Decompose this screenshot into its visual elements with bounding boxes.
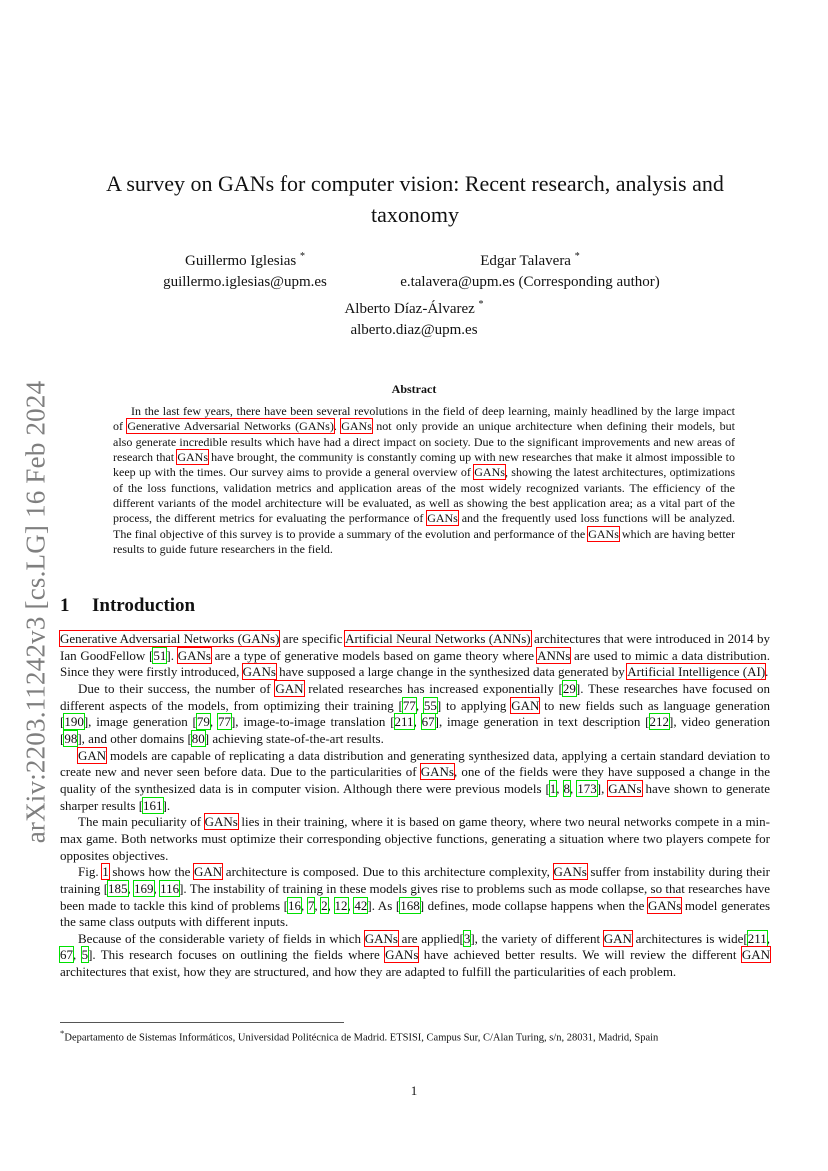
citation-link[interactable]: 29 bbox=[562, 680, 576, 696]
author-email[interactable]: e.talavera@upm.es (Corresponding author) bbox=[400, 274, 660, 290]
paragraph: Because of the considerable variety of fields in which GANs are applied[3], the variety of different GAN architectures is wide[211, 67, 5]. This research focuses on outlining the fields where GANs have achieved better results. We will review the different GAN architectures that exist, how they are structured, and how they are adapted to fulfill the particularities of each problem. bbox=[60, 930, 771, 980]
footnote-text: Departamento de Sistemas Informáticos, Universidad Politécnica de Madrid. ETSISI, Campus Sur, C/Alan Turing, s/n, 28031, Madrid, Spain bbox=[64, 1032, 659, 1044]
acronym-link[interactable]: GANs bbox=[341, 419, 372, 434]
citation-link[interactable]: 161 bbox=[143, 797, 163, 813]
acronym-link[interactable]: GAN bbox=[78, 747, 107, 763]
introduction-body bbox=[60, 631, 770, 981]
citation-link[interactable]: 77 bbox=[402, 697, 416, 713]
acronym-link[interactable]: GANs bbox=[385, 947, 419, 963]
page-number: 1 bbox=[410, 1083, 418, 1098]
arxiv-watermark: arXiv:2203.11242v3 [cs.LG] 16 Feb 2024 bbox=[20, 380, 51, 844]
citation-link[interactable]: 77 bbox=[217, 714, 231, 730]
citation-link[interactable]: 98 bbox=[64, 730, 78, 746]
footnote-rule bbox=[60, 1022, 344, 1023]
author-email[interactable]: guillermo.iglesias@upm.es bbox=[163, 274, 327, 290]
affiliation-mark: * bbox=[478, 299, 484, 310]
citation-link[interactable]: 190 bbox=[64, 714, 84, 730]
acronym-link[interactable]: GAN bbox=[603, 930, 632, 946]
acronym-link[interactable]: Artificial Neural Networks (ANNs) bbox=[345, 631, 531, 646]
acronym-link[interactable]: Generative Adversarial Networks (GANs) bbox=[60, 631, 280, 646]
footnote bbox=[60, 1026, 770, 1046]
affiliation-mark: * bbox=[574, 251, 580, 262]
citation-link[interactable]: 67 bbox=[421, 714, 435, 730]
acronym-link[interactable]: GAN bbox=[511, 697, 540, 713]
author-name: Edgar Talavera bbox=[480, 253, 571, 269]
affiliation-mark: * bbox=[299, 251, 305, 262]
citation-link[interactable]: 55 bbox=[423, 697, 437, 713]
acronym-link[interactable]: GAN bbox=[275, 680, 304, 696]
acronym-link[interactable]: GANs bbox=[204, 814, 238, 830]
citation-link[interactable]: 211 bbox=[394, 714, 414, 730]
author-name: Guillermo Iglesias bbox=[185, 253, 297, 269]
section-number: 1 bbox=[60, 595, 70, 616]
abstract-heading: Abstract bbox=[391, 382, 437, 396]
author-block-1 bbox=[130, 246, 360, 293]
citation-link[interactable]: 211 bbox=[747, 930, 767, 946]
acronym-link[interactable]: Artificial Intelligence (AI) bbox=[627, 664, 766, 680]
acronym-link[interactable]: GANs bbox=[553, 864, 587, 880]
citation-link[interactable]: 185 bbox=[108, 880, 128, 896]
citation-link[interactable]: 116 bbox=[160, 880, 180, 896]
author-block-3 bbox=[300, 294, 528, 341]
author-email[interactable]: alberto.diaz@upm.es bbox=[350, 322, 478, 338]
acronym-link[interactable]: Generative Adversarial Networks (GANs) bbox=[127, 419, 334, 434]
citation-link[interactable]: 12 bbox=[334, 897, 348, 913]
acronym-link[interactable]: GAN bbox=[741, 947, 771, 963]
citation-link[interactable]: 169 bbox=[134, 880, 154, 896]
citation-link[interactable]: 7 bbox=[307, 897, 315, 913]
paragraph: The main peculiarity of GANs lies in their training, where it is based on game theory, where two neural networks compete in a min-max game. Both networks must optimize their corresponding objective functions, generating a situation where two players compete for opposites objectives. bbox=[60, 814, 770, 863]
acronym-link[interactable]: 1 bbox=[102, 864, 109, 880]
citation-link[interactable]: 173 bbox=[577, 780, 597, 796]
abstract-text: In the last few years, there have been several revolutions in the field of deep learning, mainly headlined by the large impact of Generative Adversarial Networks (GANs). GANs not only provide an unique architecture when defining their models, but also generate incredible results which have had a direct impact on society. Due to the significant improvements and new areas of research that GANs have brought, the community is constantly coming up with new researches that make it almost impossible to keep up with the times. Our survey aims to provide a general overview of GANs, showing the latest architectures, optimizations of the loss functions, validation metrics and application areas of the most widely recognized variants. The efficiency of the different variants of the model architecture will be evaluated, as well as showing the best application area; as a vital part of the process, the different metrics for evaluating the performance of GANs and the frequently used loss functions will be analyzed. The final objective of this survey is to provide a summary of the evolution and performance of the GANs which are having better results to guide future researchers in the field. bbox=[113, 404, 736, 557]
acronym-link[interactable]: GANs bbox=[608, 780, 642, 796]
citation-link[interactable]: 80 bbox=[191, 730, 205, 746]
footnote-mark: * bbox=[60, 1028, 65, 1038]
citation-link[interactable]: 51 bbox=[153, 647, 167, 663]
acronym-link[interactable]: GANs bbox=[420, 764, 454, 780]
acronym-link[interactable]: GAN bbox=[194, 864, 223, 880]
acronym-link[interactable]: GANs bbox=[648, 897, 682, 913]
citation-link[interactable]: 79 bbox=[196, 714, 210, 730]
acronym-link[interactable]: ANNs bbox=[537, 647, 571, 663]
citation-link[interactable]: 67 bbox=[60, 947, 73, 963]
acronym-link[interactable]: GANs bbox=[177, 450, 208, 465]
citation-link[interactable]: 1 bbox=[549, 780, 557, 796]
paragraph: Due to their success, the number of GAN related researches has increased exponentially [29]. These researches have focused on different aspects of the models, from optimizing their training [77, 55] to applying GAN to new fields such as language generation [190], image generation [79, 77], image-to-image translation [211, 67], image generation in text description [212], video generation [98], and other domains [80] achieving state-of-the-art results. bbox=[60, 680, 771, 746]
citation-link[interactable]: 3 bbox=[463, 930, 471, 946]
acronym-link[interactable]: GANs bbox=[588, 526, 619, 541]
citation-link[interactable]: 168 bbox=[400, 897, 420, 913]
citation-link[interactable]: 42 bbox=[354, 897, 368, 913]
acronym-link[interactable]: GANs bbox=[474, 465, 505, 480]
citation-link[interactable]: 16 bbox=[287, 897, 301, 913]
citation-link[interactable]: 5 bbox=[81, 947, 89, 963]
author-block-2 bbox=[365, 246, 695, 293]
acronym-link[interactable]: GANs bbox=[364, 930, 398, 946]
paragraph: Generative Adversarial Networks (GANs) are specific Artificial Neural Networks (ANNs) architectures that were introduced in 2014 by Ian GoodFellow [51]. GANs are a type of generative models based on game theory where ANNs are used to mimic a data distribution. Since they were firstly introduced, GANs have supposed a large change in the synthesized data generated by Artificial Intelligence (AI). bbox=[60, 631, 771, 680]
citation-link[interactable]: 8 bbox=[563, 780, 571, 796]
acronym-link[interactable]: GANs bbox=[242, 664, 276, 680]
author-name: Alberto Díaz-Álvarez bbox=[344, 301, 475, 317]
citation-link[interactable]: 2 bbox=[321, 897, 328, 913]
acronym-link[interactable]: GANs bbox=[427, 511, 458, 526]
section-title: Introduction bbox=[92, 595, 196, 616]
section-heading bbox=[60, 595, 195, 617]
citation-link[interactable]: 212 bbox=[649, 714, 670, 730]
acronym-link[interactable]: GANs bbox=[177, 647, 211, 663]
paragraph: Fig. 1 shows how the GAN architecture is composed. Due to this architecture complexity, GANs suffer from instability during their training [185, 169, 116]. The instability of training in these models gives rise to problems such as mode collapse, so that researches have been made to tackle this kind of problems [16, 7, 2, 12, 42]. As [168] defines, mode collapse happens when the GANs model generates the same class outputs with different inputs. bbox=[60, 864, 771, 930]
paragraph: GAN models are capable of replicating a data distribution and generating synthesized data, applying a certain standard deviation to create new and never seen before data. Due to the particularities of GANs, one of the fields were they have supposed a change in the quality of the synthesized data is in computer vision. Although there were previous models [1, 8, 173], GANs have shown to generate sharper results [161]. bbox=[60, 747, 770, 813]
paper-title: A survey on GANs for computer vision: Recent research, analysis and taxonomy bbox=[106, 171, 724, 227]
